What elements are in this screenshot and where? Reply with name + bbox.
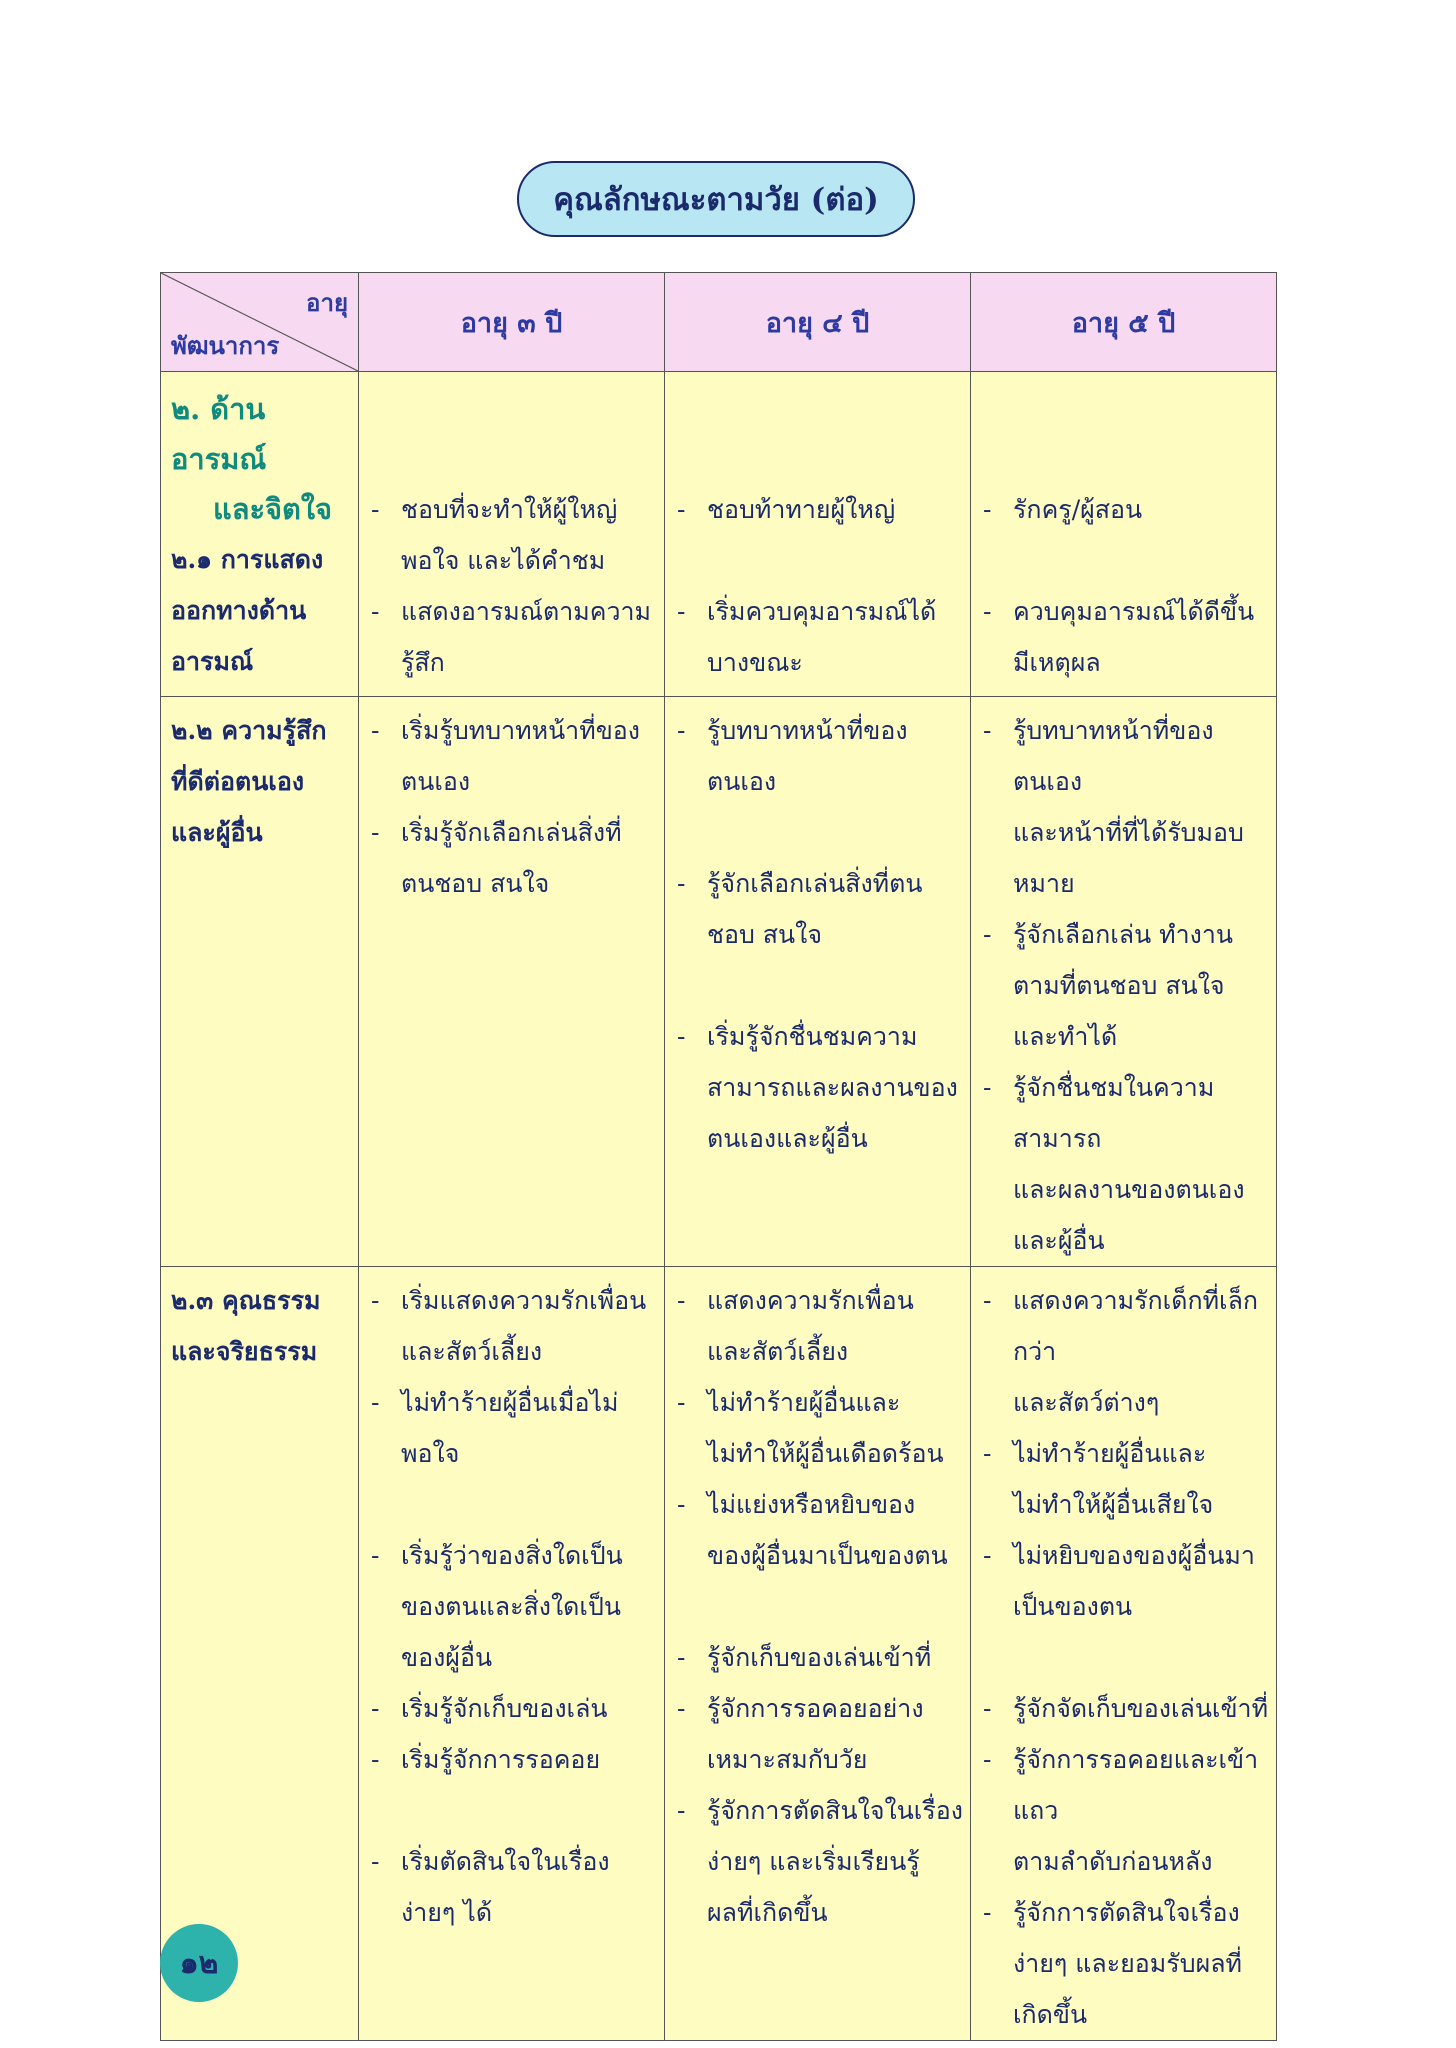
spacer xyxy=(665,1581,970,1632)
table-row xyxy=(161,1267,1277,2041)
spacer xyxy=(359,1785,664,1836)
list-item-text: เริ่มควบคุมอารมณ์ได้ xyxy=(707,597,937,626)
list-item xyxy=(665,1530,970,1581)
list-item xyxy=(359,535,664,586)
list-item xyxy=(359,705,664,756)
bullet-dash: - xyxy=(983,1073,992,1102)
list-item-text: เริ่มรู้จักเลือกเล่นสิ่งที่ xyxy=(401,818,622,847)
row-label-line: และผู้อื่น xyxy=(171,818,263,847)
list-item-text: ผลที่เกิดขึ้น xyxy=(707,1898,828,1927)
row-label-line: ๒.๓ คุณธรรม xyxy=(171,1286,321,1315)
list-item-text: เริ่มรู้จักเก็บของเล่น xyxy=(401,1694,608,1723)
list-item xyxy=(971,1275,1276,1377)
list-item xyxy=(971,705,1276,807)
list-item xyxy=(971,484,1276,535)
list-item xyxy=(359,807,664,858)
row-label-line: อารมณ์ xyxy=(171,647,254,676)
list-item-text: ชอบ สนใจ xyxy=(707,920,823,949)
bullet-dash: - xyxy=(677,1286,686,1315)
list-item-text: เป็นของตน xyxy=(1013,1592,1133,1621)
list-item xyxy=(359,1326,664,1377)
list-item xyxy=(971,1062,1276,1164)
list-item xyxy=(665,1836,970,1887)
header-corner-cell xyxy=(161,273,359,372)
bullet-dash: - xyxy=(371,716,380,745)
list-item-text: รู้จักการตัดสินใจในเรื่อง xyxy=(707,1796,963,1825)
list-item-text: ควบคุมอารมณ์ได้ดีขึ้น xyxy=(1013,597,1255,626)
list-item-text: และสัตว์เลี้ยง xyxy=(707,1337,849,1366)
bullet-dash: - xyxy=(371,1847,380,1876)
list-item xyxy=(665,1479,970,1530)
list-item-text: ตามลำดับก่อนหลัง xyxy=(1013,1847,1213,1876)
list-item xyxy=(665,1632,970,1683)
bullet-dash: - xyxy=(371,1388,380,1417)
bullet-dash: - xyxy=(677,1694,686,1723)
list-item xyxy=(359,756,664,807)
corner-development-label: พัฒนาการ xyxy=(171,331,280,360)
list-item xyxy=(971,1887,1276,1938)
list-item xyxy=(665,1428,970,1479)
list-item-text: เริ่มแสดงความรักเพื่อน xyxy=(401,1286,647,1315)
list-item-text: เริ่มรู้จักชื่นชมความ xyxy=(707,1022,918,1051)
list-item-text: และหน้าที่ที่ได้รับมอบหมาย xyxy=(1013,818,1244,898)
cell-age-5 xyxy=(971,372,1277,697)
list-item-text: และสัตว์ต่างๆ xyxy=(1013,1388,1160,1417)
list-item xyxy=(665,705,970,807)
list-item-text: ของตนและสิ่งใดเป็น xyxy=(401,1592,621,1621)
row-label xyxy=(171,1275,350,1377)
list-item xyxy=(971,1836,1276,1887)
bullet-dash: - xyxy=(983,1694,992,1723)
list-item-text: และทำได้ xyxy=(1013,1022,1118,1051)
list-item-text: ไม่ทำให้ผู้อื่นเสียใจ xyxy=(1013,1490,1214,1519)
list-item-text: แสดงความรักเพื่อน xyxy=(707,1286,914,1315)
list-item-text: ไม่หยิบของของผู้อื่นมา xyxy=(1013,1541,1255,1570)
bullet-dash: - xyxy=(983,1745,992,1774)
list-item-text: ตนเอง xyxy=(401,767,471,796)
list-item-text: ไม่แย่งหรือหยิบของ xyxy=(707,1490,916,1519)
list-item-text: มีเหตุผล xyxy=(1013,648,1101,677)
list-item-text: รู้จักชื่นชมในความสามารถ xyxy=(1013,1073,1215,1153)
list-item xyxy=(665,586,970,637)
list-item xyxy=(359,1581,664,1632)
header-age-5: อายุ ๕ ปี xyxy=(971,273,1277,372)
list-item xyxy=(665,1377,970,1428)
row-label-line: และจริยธรรม xyxy=(171,1337,318,1366)
list-item-text: สามารถและผลงานของ xyxy=(707,1073,958,1102)
list-item-text: รู้จักจัดเก็บของเล่นเข้าที่ xyxy=(1013,1694,1269,1723)
cell-age-3 xyxy=(359,372,665,697)
list-item-text: รู้บทบาทหน้าที่ของตนเอง xyxy=(707,716,908,796)
list-item xyxy=(971,1428,1276,1479)
list-item xyxy=(971,1479,1276,1530)
list-item xyxy=(359,1683,664,1734)
list-item-text: เริ่มรู้ว่าของสิ่งใดเป็น xyxy=(401,1541,623,1570)
table-row xyxy=(161,697,1277,1267)
list-item-text: และสัตว์เลี้ยง xyxy=(401,1337,543,1366)
bullet-dash: - xyxy=(677,1388,686,1417)
list-item xyxy=(971,637,1276,688)
section-title-line2: และจิตใจ xyxy=(213,492,333,526)
bullet-dash: - xyxy=(983,495,992,524)
list-item-text: ตนเองและผู้อื่น xyxy=(707,1124,868,1153)
cell-age-4 xyxy=(665,697,971,1267)
header-age-4: อายุ ๔ ปี xyxy=(665,273,971,372)
list-item-text: รู้จักการรอคอยและเข้าแถว xyxy=(1013,1745,1259,1825)
list-item xyxy=(665,1113,970,1164)
list-item-text: พอใจ และได้คำชม xyxy=(401,546,606,575)
list-item-text: และผลงานของตนเอง xyxy=(1013,1175,1245,1204)
bullet-dash: - xyxy=(371,1694,380,1723)
list-item-text: รู้จักเลือกเล่นสิ่งที่ตน xyxy=(707,869,923,898)
spacer xyxy=(665,535,970,586)
list-item xyxy=(359,1377,664,1479)
list-item-text: ง่ายๆ และยอมรับผลที่ xyxy=(1013,1949,1243,1978)
development-table xyxy=(160,272,1277,2041)
section-title xyxy=(171,384,350,534)
page-title: คุณลักษณะตามวัย (ต่อ) xyxy=(517,161,915,237)
bullet-dash: - xyxy=(371,1541,380,1570)
list-item-text: ง่ายๆ ได้ xyxy=(401,1898,493,1927)
list-item-text: รู้บทบาทหน้าที่ของตนเอง xyxy=(1013,716,1214,796)
section-title-line1: ๒. ด้านอารมณ์ xyxy=(171,392,267,476)
bullet-dash: - xyxy=(983,716,992,745)
bullet-dash: - xyxy=(371,818,380,847)
cell-age-3 xyxy=(359,1267,665,2041)
row-label-line: ออกทางด้าน xyxy=(171,596,307,625)
list-item-text: รู้สึก xyxy=(401,648,445,677)
list-item xyxy=(665,1011,970,1062)
list-item xyxy=(971,960,1276,1011)
list-item-text: ไม่ทำร้ายผู้อื่นเมื่อไม่พอใจ xyxy=(401,1388,619,1468)
list-item xyxy=(359,1632,664,1683)
list-item xyxy=(359,1836,664,1887)
list-item-text: ชอบท้าทายผู้ใหญ่ xyxy=(707,495,896,524)
cell-age-4 xyxy=(665,372,971,697)
list-item xyxy=(665,1887,970,1938)
bullet-dash: - xyxy=(677,1796,686,1825)
bullet-dash: - xyxy=(983,1898,992,1927)
list-item xyxy=(665,858,970,909)
bullet-dash: - xyxy=(983,1439,992,1468)
bullet-dash: - xyxy=(371,495,380,524)
corner-age-label: อายุ xyxy=(306,288,348,317)
list-item-text: ไม่ทำร้ายผู้อื่นและ xyxy=(1013,1439,1207,1468)
list-item xyxy=(665,1785,970,1836)
list-item-text: บางขณะ xyxy=(707,648,803,677)
list-item xyxy=(359,1530,664,1581)
bullet-dash: - xyxy=(677,1022,686,1051)
list-item xyxy=(971,1377,1276,1428)
spacer xyxy=(971,1632,1276,1683)
category-cell xyxy=(161,372,359,697)
bullet-dash: - xyxy=(677,495,686,524)
list-item-text: รู้จักเลือกเล่น ทำงาน xyxy=(1013,920,1233,949)
list-item xyxy=(971,1530,1276,1581)
row-label xyxy=(171,705,350,858)
list-item xyxy=(971,1215,1276,1266)
list-item xyxy=(665,484,970,535)
list-item-text: แสดงความรักเด็กที่เล็กกว่า xyxy=(1013,1286,1259,1366)
bullet-dash: - xyxy=(677,869,686,898)
bullet-dash: - xyxy=(983,920,992,949)
list-item xyxy=(359,858,664,909)
list-item-text: ชอบที่จะทำให้ผู้ใหญ่ xyxy=(401,495,618,524)
list-item-text: แสดงอารมณ์ตามความ xyxy=(401,597,651,626)
bullet-dash: - xyxy=(371,1745,380,1774)
list-item-text: เริ่มรู้บทบาทหน้าที่ของ xyxy=(401,716,641,745)
cell-age-3 xyxy=(359,697,665,1267)
spacer xyxy=(665,960,970,1011)
list-item xyxy=(971,1989,1276,2040)
list-item xyxy=(971,1581,1276,1632)
list-item xyxy=(359,637,664,688)
spacer xyxy=(971,535,1276,586)
header-age-3: อายุ ๓ ปี xyxy=(359,273,665,372)
list-item xyxy=(359,1887,664,1938)
list-item xyxy=(971,1164,1276,1215)
list-item xyxy=(971,1683,1276,1734)
list-item xyxy=(971,1011,1276,1062)
bullet-dash: - xyxy=(677,1490,686,1519)
list-item-text: ง่ายๆ และเริ่มเรียนรู้ xyxy=(707,1847,920,1876)
list-item-text: รู้จักเก็บของเล่นเข้าที่ xyxy=(707,1643,932,1672)
list-item xyxy=(359,1275,664,1326)
list-item xyxy=(665,1683,970,1734)
spacer xyxy=(665,807,970,858)
list-item-text: และผู้อื่น xyxy=(1013,1226,1105,1255)
list-item xyxy=(665,1734,970,1785)
category-cell xyxy=(161,697,359,1267)
row-label xyxy=(171,534,350,687)
list-item-text: รู้จักการตัดสินใจเรื่อง xyxy=(1013,1898,1240,1927)
row-label-line: ๒.๑ การแสดง xyxy=(171,545,324,574)
row-label-line: ๒.๒ ความรู้สึก xyxy=(171,716,327,745)
bullet-dash: - xyxy=(677,716,686,745)
list-item-text: ของผู้อื่น xyxy=(401,1643,493,1672)
bullet-dash: - xyxy=(983,597,992,626)
list-item-text: รักครู/ผู้สอน xyxy=(1013,495,1143,524)
list-item-text: เริ่มตัดสินใจในเรื่อง xyxy=(401,1847,610,1876)
list-item xyxy=(971,1938,1276,1989)
bullet-dash: - xyxy=(983,1541,992,1570)
list-item-text: รู้จักการรอคอยอย่าง xyxy=(707,1694,924,1723)
list-item-text: เหมาะสมกับวัย xyxy=(707,1745,868,1774)
list-item-text: เกิดขึ้น xyxy=(1013,2000,1088,2029)
list-item-text: ไม่ทำให้ผู้อื่นเดือดร้อน xyxy=(707,1439,944,1468)
bullet-dash: - xyxy=(677,1643,686,1672)
list-item xyxy=(665,1275,970,1326)
table-row xyxy=(161,372,1277,697)
list-item-text: ของผู้อื่นมาเป็นของตน xyxy=(707,1541,948,1570)
list-item-text: เริ่มรู้จักการรอคอย xyxy=(401,1745,601,1774)
bullet-dash: - xyxy=(677,597,686,626)
cell-age-5 xyxy=(971,1267,1277,2041)
cell-age-4 xyxy=(665,1267,971,2041)
spacer xyxy=(359,1479,664,1530)
table-header-row xyxy=(161,273,1277,372)
page-number: ๑๒ xyxy=(160,1924,238,2002)
bullet-dash: - xyxy=(371,597,380,626)
list-item xyxy=(971,807,1276,909)
list-item xyxy=(359,1734,664,1785)
list-item xyxy=(971,586,1276,637)
bullet-dash: - xyxy=(371,1286,380,1315)
cell-age-5 xyxy=(971,697,1277,1267)
list-item xyxy=(971,909,1276,960)
list-item xyxy=(665,1326,970,1377)
list-item xyxy=(359,586,664,637)
list-item xyxy=(971,1734,1276,1836)
list-item-text: ตามที่ตนชอบ สนใจ xyxy=(1013,971,1225,1000)
list-item-text: ตนชอบ สนใจ xyxy=(401,869,550,898)
list-item xyxy=(665,909,970,960)
list-item xyxy=(359,484,664,535)
list-item xyxy=(665,637,970,688)
list-item-text: ไม่ทำร้ายผู้อื่นและ xyxy=(707,1388,901,1417)
row-label-line: ที่ดีต่อตนเอง xyxy=(171,767,305,796)
bullet-dash: - xyxy=(983,1286,992,1315)
list-item xyxy=(665,1062,970,1113)
